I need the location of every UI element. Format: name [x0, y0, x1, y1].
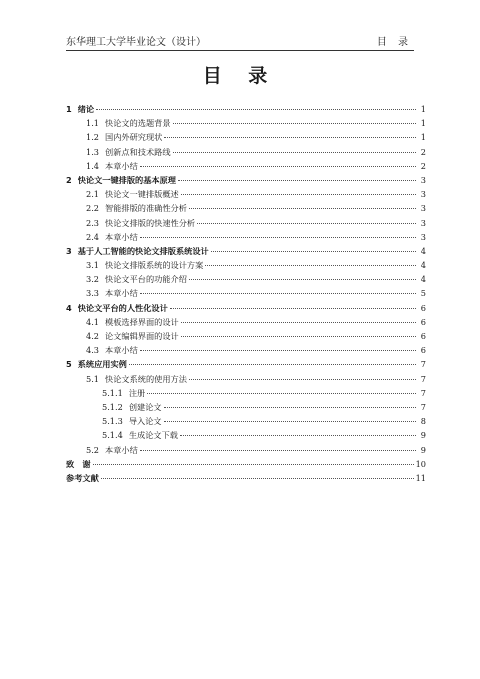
toc-entry-number: 5.1.4 — [102, 430, 123, 441]
table-of-contents — [66, 102, 426, 485]
toc-entry[interactable] — [66, 443, 426, 457]
toc-entry-number: 1.2 — [86, 132, 100, 143]
toc-dot-leader — [140, 166, 416, 167]
toc-entry-page: 10 — [415, 458, 426, 469]
toc-entry-number: 2.2 — [86, 203, 100, 214]
toc-entry[interactable] — [66, 471, 426, 485]
toc-dot-leader — [189, 279, 416, 280]
toc-entry[interactable] — [66, 343, 426, 357]
toc-entry-title: 创建论文 — [128, 401, 162, 412]
toc-entry-page: 7 — [420, 373, 426, 384]
toc-entry-page: 7 — [420, 387, 426, 398]
toc-dot-leader — [140, 237, 416, 238]
toc-entry-page: 6 — [420, 345, 426, 356]
toc-entry-page: 7 — [420, 401, 426, 412]
toc-dot-leader — [164, 421, 416, 422]
toc-entry-page: 3 — [420, 174, 426, 185]
toc-entry[interactable] — [66, 173, 426, 187]
toc-entry-title: 模板选择界面的设计 — [105, 316, 179, 327]
toc-entry-page: 3 — [420, 217, 426, 228]
toc-entry-title: 快论文排版系统的设计方案 — [105, 260, 204, 271]
toc-entry[interactable] — [66, 386, 426, 400]
toc-dot-leader — [164, 407, 416, 408]
toc-dot-leader — [140, 350, 416, 351]
toc-entry[interactable] — [66, 457, 426, 471]
toc-entry-title: 导入论文 — [128, 416, 162, 427]
toc-entry-number: 5.1.1 — [102, 387, 123, 398]
toc-entry-title: 生成论文下载 — [128, 430, 178, 441]
toc-dot-leader — [96, 109, 416, 110]
toc-entry-number: 1.4 — [86, 160, 100, 171]
toc-dot-leader — [189, 208, 416, 209]
toc-entry-title: 快论文平台的人性化设计 — [77, 302, 168, 313]
toc-entry[interactable] — [66, 414, 426, 428]
toc-dot-leader — [205, 265, 416, 266]
toc-entry-number: 5.2 — [86, 444, 100, 455]
toc-dot-leader — [189, 379, 416, 380]
toc-entry-title: 系统应用实例 — [77, 359, 127, 370]
toc-entry[interactable] — [66, 372, 426, 386]
toc-entry-number: 4.2 — [86, 331, 100, 341]
toc-dot-leader — [140, 450, 416, 451]
toc-entry-title: 绪论 — [77, 104, 95, 114]
toc-entry[interactable] — [66, 201, 426, 215]
toc-dot-leader — [173, 152, 416, 153]
toc-entry[interactable] — [66, 216, 426, 230]
toc-dot-leader — [101, 478, 414, 479]
toc-dot-leader — [181, 322, 416, 323]
toc-entry[interactable] — [66, 244, 426, 258]
toc-dot-leader — [129, 364, 416, 365]
toc-entry-page: 6 — [420, 316, 426, 327]
toc-entry[interactable] — [66, 329, 426, 343]
toc-entry-number: 2 — [66, 174, 72, 185]
toc-entry-title: 快论文平台的功能介绍 — [105, 274, 187, 285]
toc-entry-page: 3 — [420, 231, 426, 242]
toc-entry-page: 3 — [420, 189, 426, 200]
toc-entry-page: 4 — [420, 274, 426, 285]
toc-entry-title: 基于人工智能的快论文排版系统设计 — [77, 245, 209, 256]
toc-entry-title: 论文编辑界面的设计 — [105, 331, 179, 341]
toc-entry[interactable] — [66, 159, 426, 173]
toc-entry-number: 3 — [66, 245, 72, 256]
toc-dot-leader — [147, 393, 416, 394]
toc-entry[interactable] — [66, 428, 426, 442]
toc-entry-number: 3.3 — [86, 288, 100, 299]
toc-entry-page: 4 — [420, 245, 426, 256]
toc-entry-number: 5.1 — [86, 373, 100, 384]
toc-entry-page: 4 — [420, 260, 426, 271]
toc-entry-page: 9 — [420, 430, 426, 441]
toc-entry-number: 2.3 — [86, 217, 100, 228]
toc-dot-leader — [181, 194, 416, 195]
toc-entry-title: 快论文一键排版概述 — [105, 189, 179, 200]
toc-entry-number: 2.1 — [86, 189, 100, 200]
toc-entry-title: 本章小结 — [105, 345, 138, 356]
toc-dot-leader — [170, 308, 416, 309]
toc-dot-leader — [178, 180, 416, 181]
toc-entry-title: 致 谢 — [66, 458, 91, 469]
toc-entry-page: 8 — [420, 416, 426, 427]
toc-entry-page: 1 — [420, 104, 426, 114]
toc-entry-page: 11 — [415, 472, 426, 483]
header-left-text: 东华理工大学毕业论文（设计） — [66, 37, 206, 48]
toc-entry-page: 7 — [420, 359, 426, 370]
toc-entry-page: 3 — [420, 203, 426, 214]
toc-entry-page: 5 — [420, 288, 426, 299]
toc-entry-title: 本章小结 — [105, 288, 138, 299]
toc-entry-title: 注册 — [128, 387, 146, 398]
toc-entry-title: 国内外研究现状 — [105, 132, 163, 143]
toc-entry-title: 本章小结 — [105, 231, 138, 242]
toc-entry-title: 本章小结 — [105, 444, 138, 455]
toc-entry-number: 5.1.2 — [102, 401, 123, 412]
toc-entry-page: 1 — [420, 132, 426, 143]
toc-dot-leader — [180, 435, 416, 436]
toc-entry-page: 2 — [420, 146, 426, 157]
toc-entry[interactable] — [66, 315, 426, 329]
toc-entry[interactable] — [66, 187, 426, 201]
toc-entry[interactable] — [66, 286, 426, 300]
toc-dot-leader — [173, 123, 416, 124]
toc-entry-page: 9 — [420, 444, 426, 455]
toc-entry[interactable] — [66, 230, 426, 244]
toc-dot-leader — [140, 293, 416, 294]
toc-entry-page: 6 — [420, 331, 426, 341]
toc-entry[interactable] — [66, 130, 426, 144]
toc-entry-title: 本章小结 — [105, 160, 138, 171]
toc-entry-number: 1 — [66, 104, 72, 114]
toc-entry[interactable] — [66, 102, 426, 116]
toc-entry-number: 3.1 — [86, 260, 100, 271]
toc-entry-page: 2 — [420, 160, 426, 171]
toc-entry-number: 1.3 — [86, 146, 100, 157]
toc-dot-leader — [197, 223, 416, 224]
toc-entry-number: 5 — [66, 359, 72, 370]
toc-entry-title: 快论文一键排版的基本原理 — [77, 174, 176, 185]
toc-entry-title: 快论文系统的使用方法 — [105, 373, 187, 384]
toc-entry-title: 智能排版的准确性分析 — [105, 203, 187, 214]
toc-dot-leader — [164, 137, 416, 138]
toc-title: 目 录 — [202, 65, 278, 87]
toc-dot-leader — [211, 251, 416, 252]
toc-dot-leader — [181, 336, 416, 337]
header-right-text: 目 录 — [376, 37, 412, 48]
toc-entry-number: 4.3 — [86, 345, 100, 356]
toc-entry-page: 1 — [420, 118, 426, 129]
running-header — [66, 36, 414, 51]
toc-entry[interactable] — [66, 116, 426, 130]
toc-entry-number: 4 — [66, 302, 72, 313]
toc-entry-title: 创新点和技术路线 — [105, 146, 171, 157]
toc-entry-number: 1.1 — [86, 118, 100, 129]
toc-entry-page: 6 — [420, 302, 426, 313]
toc-entry[interactable] — [66, 301, 426, 315]
toc-entry-title: 参考文献 — [66, 472, 99, 483]
toc-entry-number: 2.4 — [86, 231, 100, 242]
toc-entry[interactable] — [66, 145, 426, 159]
toc-entry-title: 快论文的选题背景 — [105, 118, 171, 129]
toc-entry[interactable] — [66, 272, 426, 286]
toc-entry[interactable] — [66, 400, 426, 414]
toc-entry[interactable] — [66, 357, 426, 371]
toc-entry-number: 4.1 — [86, 316, 100, 327]
toc-entry-number: 5.1.3 — [102, 416, 123, 427]
toc-dot-leader — [93, 464, 414, 465]
toc-entry[interactable] — [66, 258, 426, 272]
toc-entry-number: 3.2 — [86, 274, 100, 285]
toc-entry-title: 快论文排版的快速性分析 — [105, 217, 196, 228]
